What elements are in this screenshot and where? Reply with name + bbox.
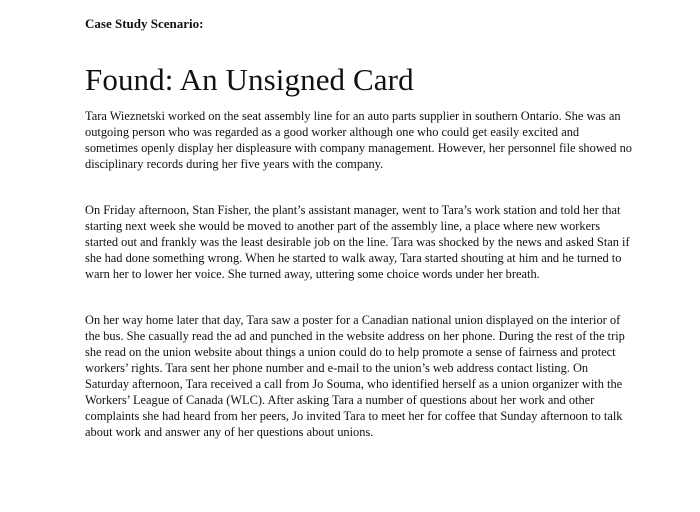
document-title: Found: An Unsigned Card: [85, 62, 414, 97]
paragraph-3: On her way home later that day, Tara saw a poster for a Canadian national union displayed on the interior of the bus. She casually read the ad and punched in the website address on her phone. During the rest of the trip she read on the union website about things a union could do to help promote a sense of fairness and protect workers’ rights. Tara sent her phone number and e-mail to the union’s web address contact listing. On Saturday afternoon, Tara received a call from Jo Souma, who identified herself as a union organizer with the Workers’ League of Canada (WLC). After asking Tara a number of questions about her work and other complaints she had heard from her peers, Jo invited Tara to meet her for coffee that Sunday afternoon to talk about work and answer any of her questions about unions.: [85, 313, 625, 439]
paragraph-1: Tara Wieznetski worked on the seat assembly line for an auto parts supplier in southern Ontario. She was an outgoing person who was regarded as a good worker although one who could get easily excited and sometimes openly display her displeasure with company management. However, her personnel file showed no disciplinary records during her five years with the company.: [85, 109, 632, 171]
document-page: [85, 16, 633, 440]
paragraph-2: On Friday afternoon, Stan Fisher, the plant’s assistant manager, went to Tara’s work station and told her that starting next week she would be moved to another part of the assembly line, a place where new workers started out and frankly was the least desirable job on the line. Tara was shocked by the news and asked Stan if she had done something wrong. When he started to walk away, Tara started shouting at him and he turned to warn her to lower her voice. She turned away, uttering some choice words under her breath.: [85, 203, 630, 281]
section-label: Case Study Scenario:: [85, 16, 204, 31]
